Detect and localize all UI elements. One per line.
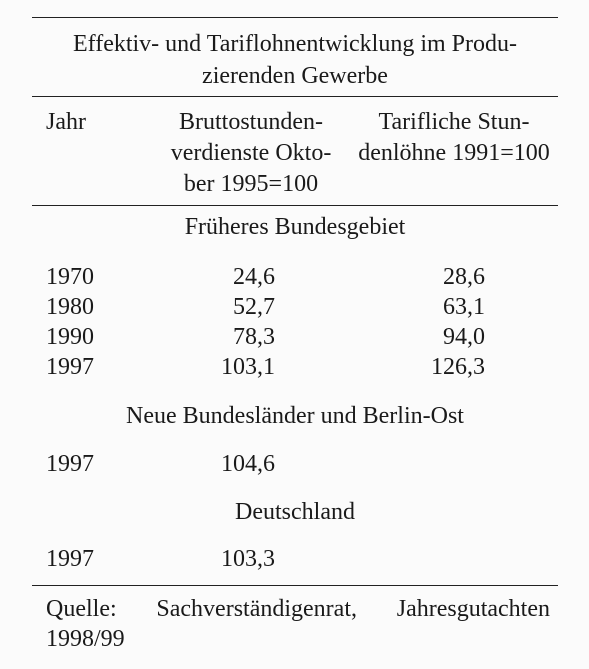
source-note: Quelle: Sachverständigenrat, Jahresgutachten 1998/99 bbox=[46, 596, 550, 652]
cell-tariff-wages: 63,1 bbox=[443, 294, 485, 320]
section-heading-deutschland: Deutschland bbox=[235, 499, 355, 525]
header-rule bbox=[32, 205, 558, 206]
cell-tariff-wages: 28,6 bbox=[443, 264, 485, 290]
table-title-text: Effektiv- und Tariflohnentwicklung im Produ- zierenden Gewerbe bbox=[72, 31, 518, 89]
section-heading-frueheres-bundesgebiet: Früheres Bundesgebiet bbox=[184, 214, 406, 240]
cell-tariff-wages: 94,0 bbox=[443, 324, 485, 350]
section-heading-neue-bundeslaender: Neue Bundesländer und Berlin-Ost bbox=[126, 403, 464, 429]
table-row bbox=[0, 352, 589, 382]
cell-year: 1970 bbox=[46, 264, 94, 290]
cell-year: 1997 bbox=[46, 354, 94, 380]
cell-year: 1980 bbox=[46, 294, 94, 320]
table-title bbox=[32, 28, 558, 92]
table-row bbox=[0, 449, 589, 479]
cell-gross-earnings: 103,3 bbox=[221, 546, 275, 572]
table-row bbox=[0, 292, 589, 322]
cell-tariff-wages: 126,3 bbox=[431, 354, 485, 380]
cell-gross-earnings: 52,7 bbox=[233, 294, 275, 320]
column-header-tariff-wages: Tarifliche Stun- denlöhne 1991=100 bbox=[358, 109, 550, 166]
cell-gross-earnings: 24,6 bbox=[233, 264, 275, 290]
title-rule bbox=[32, 96, 558, 97]
top-rule bbox=[32, 17, 558, 18]
column-header-gross-earnings: Bruttostunden- verdienste Okto- ber 1995=100 bbox=[170, 109, 332, 197]
cell-gross-earnings: 104,6 bbox=[221, 451, 275, 477]
cell-year: 1997 bbox=[46, 546, 94, 572]
table-row bbox=[0, 544, 589, 574]
column-header-year: Jahr bbox=[46, 109, 86, 135]
table-row bbox=[0, 262, 589, 292]
cell-year: 1997 bbox=[46, 451, 94, 477]
cell-year: 1990 bbox=[46, 324, 94, 350]
bottom-rule bbox=[32, 585, 558, 586]
cell-gross-earnings: 103,1 bbox=[221, 354, 275, 380]
cell-gross-earnings: 78,3 bbox=[233, 324, 275, 350]
table-row bbox=[0, 322, 589, 352]
